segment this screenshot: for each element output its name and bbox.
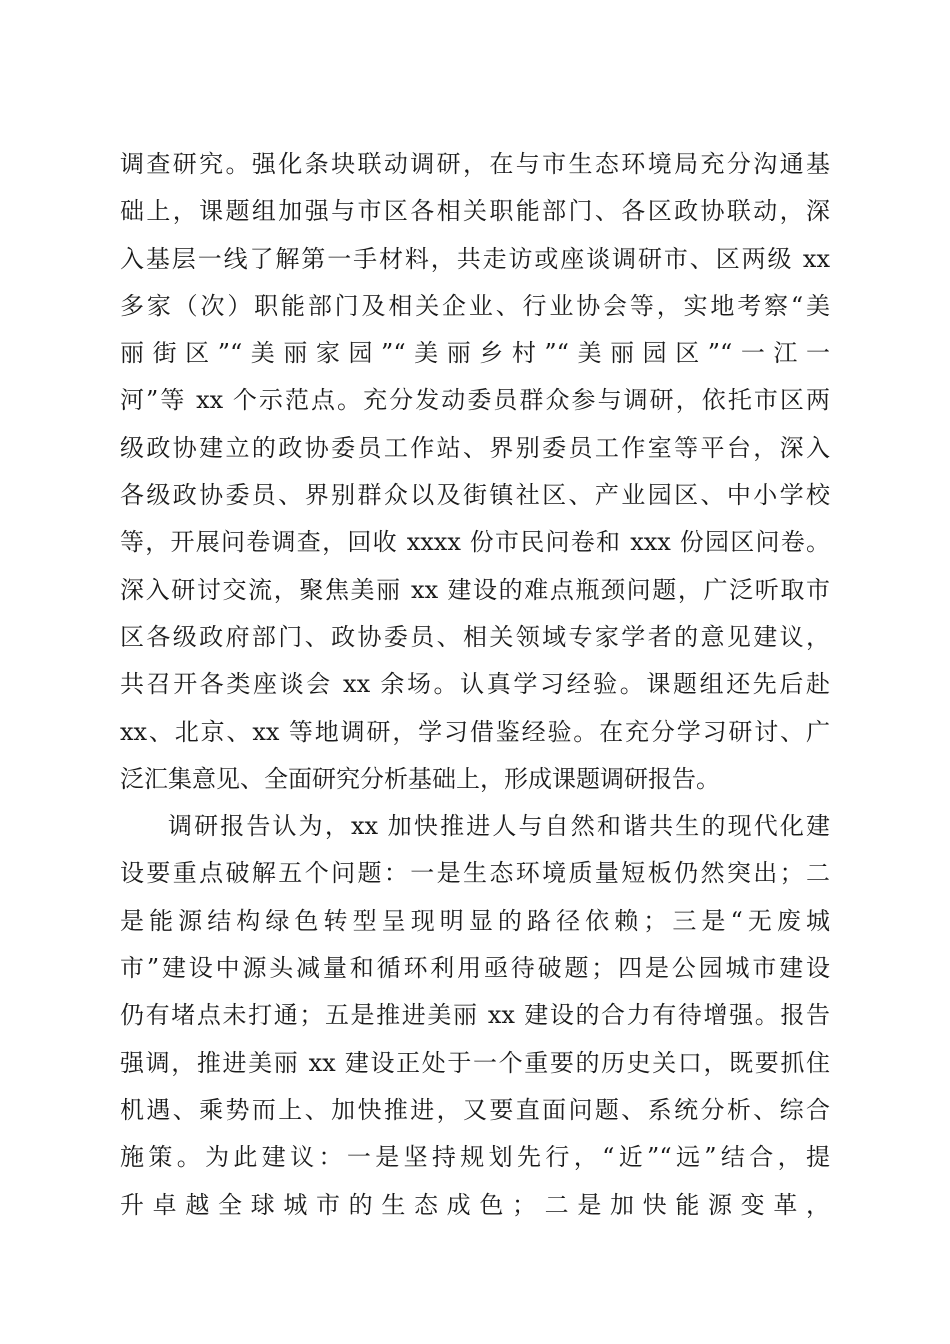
text-line: xx、北京、xx 等地调研，学习借鉴经验。在充分学习研讨、广 (120, 717, 830, 746)
text-line: 强调，推进美丽 xx 建设正处于一个重要的历史关口，既要抓住 (120, 1048, 830, 1077)
text-line: 泛汇集意见、全面研究分析基础上，形成课题调研报告。 (120, 764, 720, 793)
text-line: 设要重点破解五个问题：一是生态环境质量短板仍然突出；二 (120, 859, 830, 888)
text-line: 各级政协委员、界别群众以及街镇社区、产业园区、中小学校 (120, 481, 830, 510)
paragraph-2 (120, 803, 830, 1229)
text-line: 丽街区”“美丽家园”“美丽乡村”“美丽园区”“一江一 (120, 339, 830, 368)
text-line: 深入研讨交流，聚焦美丽 xx 建设的难点瓶颈问题，广泛听取市 (120, 575, 830, 604)
text-line: 级政协建立的政协委员工作站、界别委员工作室等平台，深入 (120, 433, 830, 462)
text-line: 市”建设中源头减量和循环利用亟待破题；四是公园城市建设 (120, 954, 830, 983)
text-line: 升卓越全球城市的生态成色；二是加快能源变革， (120, 1190, 830, 1219)
text-line: 河”等 xx 个示范点。充分发动委员群众参与调研，依托市区两 (120, 386, 830, 415)
body-text (120, 141, 830, 1229)
text-line: 入基层一线了解第一手材料，共走访或座谈调研市、区两级 xx (120, 244, 830, 273)
text-line: 调研报告认为，xx 加快推进人与自然和谐共生的现代化建 (168, 812, 830, 841)
text-line: 施策。为此建议：一是坚持规划先行，“近”“远”结合，提 (120, 1143, 830, 1172)
text-line: 共召开各类座谈会 xx 余场。认真学习经验。课题组还先后赴 (120, 670, 830, 699)
text-line: 调查研究。强化条块联动调研，在与市生态环境局充分沟通基 (120, 150, 830, 178)
paragraph-1 (120, 141, 830, 803)
text-line: 机遇、乘势而上、加快推进，又要直面问题、系统分析、综合 (120, 1095, 830, 1124)
text-line: 仍有堵点未打通；五是推进美丽 xx 建设的合力有待增强。报告 (120, 1001, 830, 1030)
text-line: 是能源结构绿色转型呈现明显的路径依赖；三是“无废城 (120, 906, 830, 935)
text-line: 等，开展问卷调查，回收 xxxx 份市民问卷和 xxx 份园区问卷。 (120, 528, 830, 557)
text-line: 区各级政府部门、政协委员、相关领域专家学者的意见建议， (120, 622, 830, 651)
text-line: 础上，课题组加强与市区各相关职能部门、各区政协联动，深 (120, 197, 830, 226)
text-line: 多家（次）职能部门及相关企业、行业协会等，实地考察“美 (120, 291, 830, 320)
